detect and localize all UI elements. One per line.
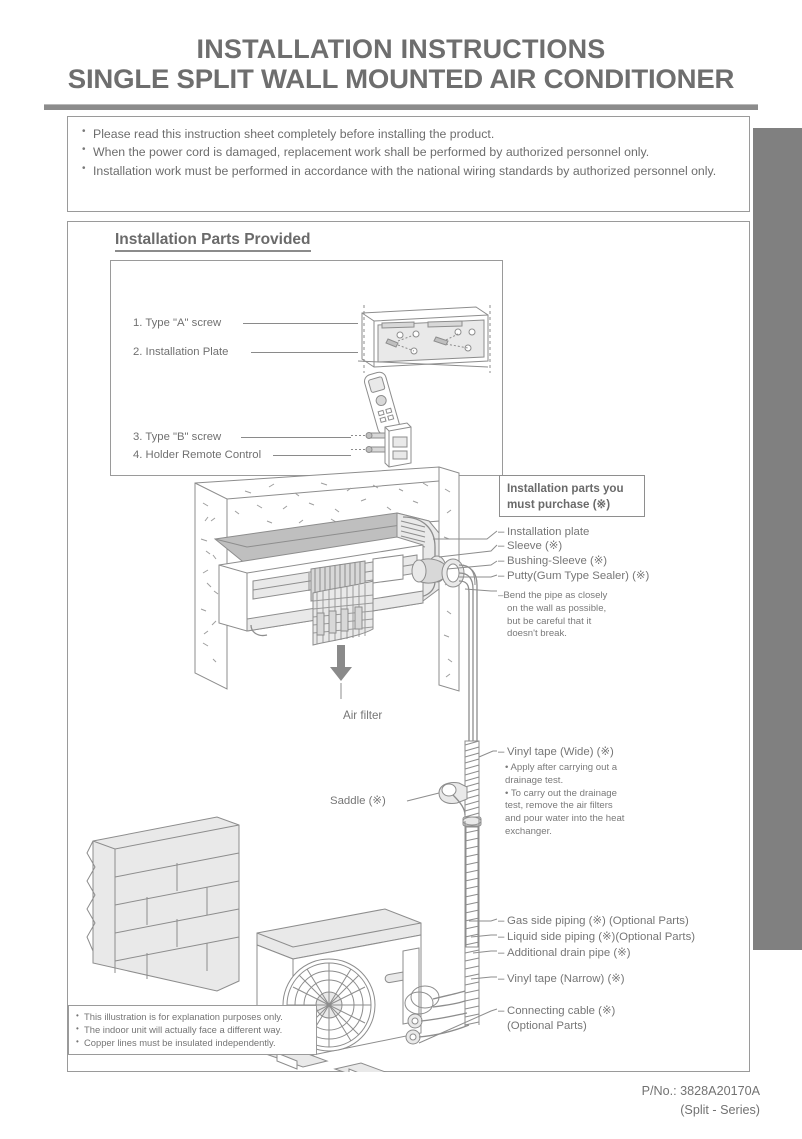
warning-item: • When the power cord is damaged, replacement work shall be performed by authorized personnel only. <box>82 144 737 161</box>
callout-bend-pipe-note: –Bend the pipe as closely on the wall as possible, but be careful that it doesn't break. <box>498 590 608 640</box>
callout-gas-side-piping: – Gas side piping (※) (Optional Parts) <box>498 915 689 927</box>
document-footer <box>642 1082 760 1120</box>
callout-vinyl-tape-wide-notes: • Apply after carrying out a drainage test. • To carry out the drainage test, remove the air filters and pour water into the heat exchanger. <box>505 762 625 837</box>
main-content-frame <box>67 221 750 1072</box>
callout-air-filter: Air filter <box>343 709 383 722</box>
callout-putty-gum-type-sealer: – Putty(Gum Type Sealer) (※) <box>498 570 650 582</box>
warning-item: • Installation work must be performed in accordance with the national wiring standards by authorized personnel only. <box>82 163 737 180</box>
page-edge-tab <box>753 128 802 950</box>
callout-connecting-cable: – Connecting cable (※) <box>498 1005 616 1017</box>
purchase-box-line-1: Installation parts you <box>507 482 624 495</box>
air-filter <box>313 581 373 681</box>
illustration-notes-box <box>68 1005 317 1055</box>
callout-vinyl-tape-narrow: – Vinyl tape (Narrow) (※) <box>498 973 625 985</box>
note-item: • Copper lines must be insulated independently. <box>76 1037 312 1050</box>
callout-saddle: Saddle (※) <box>330 795 386 807</box>
purchase-box-line-2: must purchase (※) <box>507 497 611 511</box>
part-label-holder-remote-control: 4. Holder Remote Control <box>133 449 262 461</box>
callout-vinyl-tape-wide: – Vinyl tape (Wide) (※) <box>498 746 614 758</box>
part-label-type-b-screw: 3. Type "B" screw <box>133 431 222 443</box>
note-item: • The indoor unit will actually face a different way. <box>76 1024 312 1037</box>
callout-sleeve: – Sleeve (※) <box>498 540 563 552</box>
callout-connecting-cable-optional: (Optional Parts) <box>507 1020 587 1032</box>
warning-box <box>67 116 750 212</box>
title-divider <box>44 104 758 110</box>
callout-bushing-sleeve: – Bushing-Sleeve (※) <box>498 555 608 567</box>
callout-liquid-side-piping: – Liquid side piping (※)(Optional Parts) <box>498 931 696 943</box>
part-label-installation-plate: 2. Installation Plate <box>133 346 229 358</box>
saddle-bracket <box>463 817 481 826</box>
document-title <box>0 34 802 94</box>
note-item: • This illustration is for explanation purposes only. <box>76 1011 312 1024</box>
saddle-clamp <box>439 782 467 815</box>
warning-list <box>68 117 749 180</box>
series-label: (Split - Series) <box>680 1102 760 1117</box>
part-number: P/No.: 3828A20170A <box>641 1084 760 1098</box>
callout-installation-plate: – Installation plate <box>498 526 590 538</box>
part-label-type-a-screw: 1. Type "A" screw <box>133 317 222 329</box>
title-line-1: INSTALLATION INSTRUCTIONS <box>196 34 606 64</box>
callout-additional-drain-pipe: – Additional drain pipe (※) <box>498 947 631 959</box>
outdoor-brick-wall <box>87 817 239 991</box>
warning-item: • Please read this instruction sheet completely before installing the product. <box>82 126 737 143</box>
illustration-notes-list <box>69 1006 316 1050</box>
section-heading: Installation Parts Provided <box>115 231 311 252</box>
title-line-2: SINGLE SPLIT WALL MOUNTED AIR CONDITIONER <box>67 64 735 95</box>
